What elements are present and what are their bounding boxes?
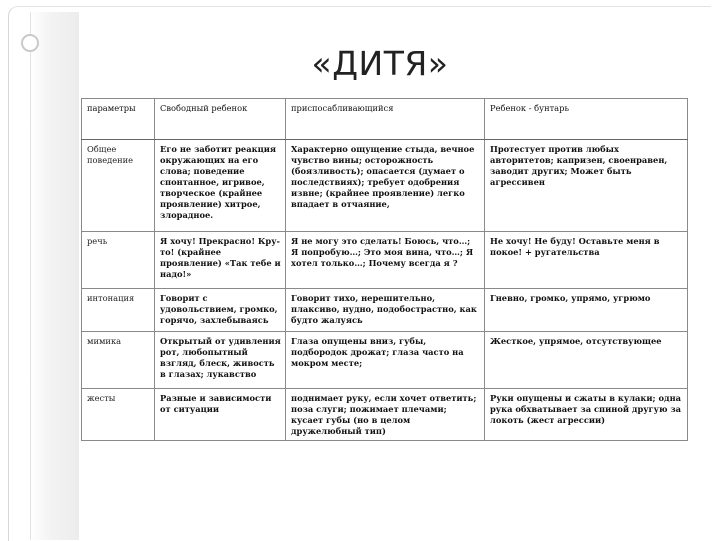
- cell-free-child: Разные и зависимости от ситуации: [155, 389, 286, 441]
- table-row: [82, 289, 688, 332]
- row-label: Общее поведение: [82, 140, 155, 232]
- header-cell-free-child: Свободный ребенок: [155, 99, 286, 140]
- row-label: речь: [82, 232, 155, 289]
- cell-free-child: Открытый от удивления рот, любопытный взгляд, блеск, живость в глазах; лукавство: [155, 332, 286, 389]
- cell-rebel-child: Не хочу! Не буду! Оставьте меня в покое! + ругательства: [485, 232, 688, 289]
- decorative-ring: [21, 34, 39, 52]
- decorative-side-bar: [30, 12, 79, 540]
- row-label: интонация: [82, 289, 155, 332]
- cell-free-child: Его не заботит реакция окружающих на его слова; поведение спонтанное, игривое, творческое (крайнее проявление) хитрое, злорадное.: [155, 140, 286, 232]
- table-header-row: [82, 99, 688, 140]
- cell-adapting-child: Характерно ощущение стыда, вечное чувство вины; осторожность (боязливость); опасается (думает о последствиях); требует одобрения извне; (крайнее проявление) легко впадает в отчаяние,: [286, 140, 485, 232]
- cell-rebel-child: Гневно, громко, упрямо, угрюмо: [485, 289, 688, 332]
- table-row: [82, 232, 688, 289]
- cell-adapting-child: Говорит тихо, нерешительно, плаксиво, нудно, подобострастно, как будто жалуясь: [286, 289, 485, 332]
- table-row: [82, 332, 688, 389]
- cell-adapting-child: Глаза опущены вниз, губы, подбородок дрожат; глаза часто на мокром месте;: [286, 332, 485, 389]
- cell-rebel-child: Протестует против любых авторитетов; капризен, своенравен, заводит других; Может быть агрессивен: [485, 140, 688, 232]
- header-cell-adapting-child: приспосабливающийся: [286, 99, 485, 140]
- cell-adapting-child: поднимает руку, если хочет ответить; поза слуги; пожимает плечами; кусает губы (но в целом дружелюбный тип): [286, 389, 485, 441]
- cell-free-child: Говорит с удовольствием, громко, горячо, захлебываясь: [155, 289, 286, 332]
- row-label: жесты: [82, 389, 155, 441]
- header-cell-params: параметры: [82, 99, 155, 140]
- comparison-table: [81, 98, 688, 441]
- slide-title: «ДИТЯ»: [311, 44, 449, 83]
- cell-adapting-child: Я не могу это сделать! Боюсь, что…; Я попробую…; Это моя вина, что…; Я хотел только…; Почему всегда я ?: [286, 232, 485, 289]
- row-label: мимика: [82, 332, 155, 389]
- cell-free-child: Я хочу! Прекрасно! Кру-тo! (крайнее проявление) «Так тебе и надо!»: [155, 232, 286, 289]
- table-row: [82, 140, 688, 232]
- table-row: [82, 389, 688, 441]
- cell-rebel-child: Руки опущены и сжаты в кулаки; одна рука обхватывает за спиной другую за локоть (жест агрессии): [485, 389, 688, 441]
- header-cell-rebel-child: Ребенок - бунтарь: [485, 99, 688, 140]
- cell-rebel-child: Жесткое, упрямое, отсутствующее: [485, 332, 688, 389]
